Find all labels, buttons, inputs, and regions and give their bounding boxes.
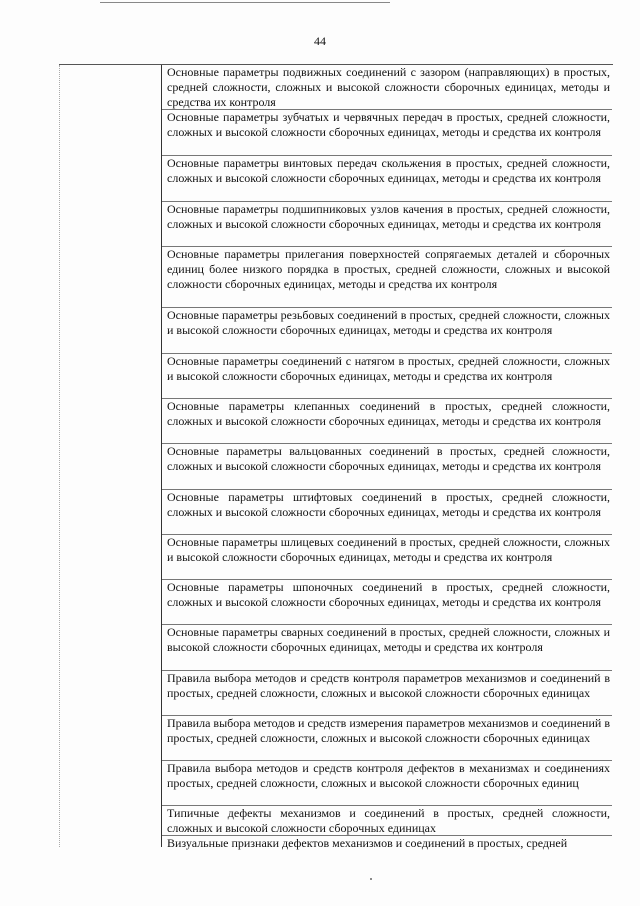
- table-row: Визуальные признаки дефектов механизмов и соединений в простых, средней: [167, 836, 568, 850]
- table-row: Правила выбора методов и средств контроля дефектов в механизмах и соединениях простых, средней сложности, сложных и высокой сложности сборочных единиц: [162, 761, 612, 806]
- table-row: Правила выбора методов и средств измерения параметров механизмов и соединений в простых, средней сложности, сложных и высокой сложности сборочных единицах: [162, 716, 612, 761]
- top-rule: [100, 2, 390, 3]
- table-row: Основные параметры шлицевых соединений в простых, средней сложности, сложных и высокой сложности сборочных единицах, методы и средства их контроля: [162, 535, 612, 580]
- table-content-column: [161, 65, 612, 850]
- table-row: Основные параметры винтовых передач скольжения в простых, средней сложности, сложных и высокой сложности сборочных единицах, методы и средства их контроля: [162, 156, 612, 202]
- table-row: Основные параметры зубчатых и червячных передач в простых, средней сложности, сложных и высокой сложности сборочных единицах, методы и средства их контроля: [162, 110, 612, 156]
- table-row: Основные параметры сварных соединений в простых, средней сложности, сложных и высокой сложности сборочных единицах, методы и средства их контроля: [162, 625, 612, 671]
- table-row: Основные параметры резьбовых соединений в простых, средней сложности, сложных и высокой сложности сборочных единицах, методы и средства их контроля: [162, 308, 612, 354]
- table-row: Основные параметры подвижных соединений с зазором (направляющих) в простых, средней сложности, сложных и высокой сложности сборочных единицах, методы и средства их контроля: [162, 65, 612, 110]
- table-row: Основные параметры штифтовых соединений в простых, средней сложности, сложных и высокой сложности сборочных единицах, методы и средства их контроля: [162, 490, 612, 535]
- table-row: Основные параметры вальцованных соединений в простых, средней сложности, сложных и высокой сложности сборочных единицах, методы и средства их контроля: [162, 444, 612, 490]
- table-row: Основные параметры клепанных соединений в простых, средней сложности, сложных и высокой сложности сборочных единицах, методы и средства их контроля: [162, 399, 612, 444]
- requirements-table: [59, 64, 613, 850]
- table-row: Основные параметры прилегания поверхностей сопрягаемых деталей и сборочных единиц более низкого порядка в простых, средней сложности, сложных и высокой сложности сборочных единицах, методы и средства их контроля: [162, 247, 612, 308]
- table-row: Правила выбора методов и средств контроля параметров механизмов и соединений в простых, средней сложности, сложных и высокой сложности сборочных единицах: [162, 671, 612, 716]
- table-row: Типичные дефекты механизмов и соединений в простых, средней сложности, сложных и высокой сложности сборочных единицах: [162, 806, 612, 836]
- scan-mark: [370, 878, 372, 880]
- table-row: Основные параметры подшипниковых узлов качения в простых, средней сложности, сложных и высокой сложности сборочных единицах, методы и средства их контроля: [162, 202, 612, 247]
- page-number: 44: [314, 34, 326, 48]
- table-row: Основные параметры соединений с натягом в простых, средней сложности, сложных и высокой сложности сборочных единицах, методы и средства их контроля: [162, 354, 612, 399]
- table-row: Основные параметры шпоночных соединений в простых, средней сложности, сложных и высокой сложности сборочных единицах, методы и средства их контроля: [162, 580, 612, 625]
- table-left-column: [59, 65, 162, 847]
